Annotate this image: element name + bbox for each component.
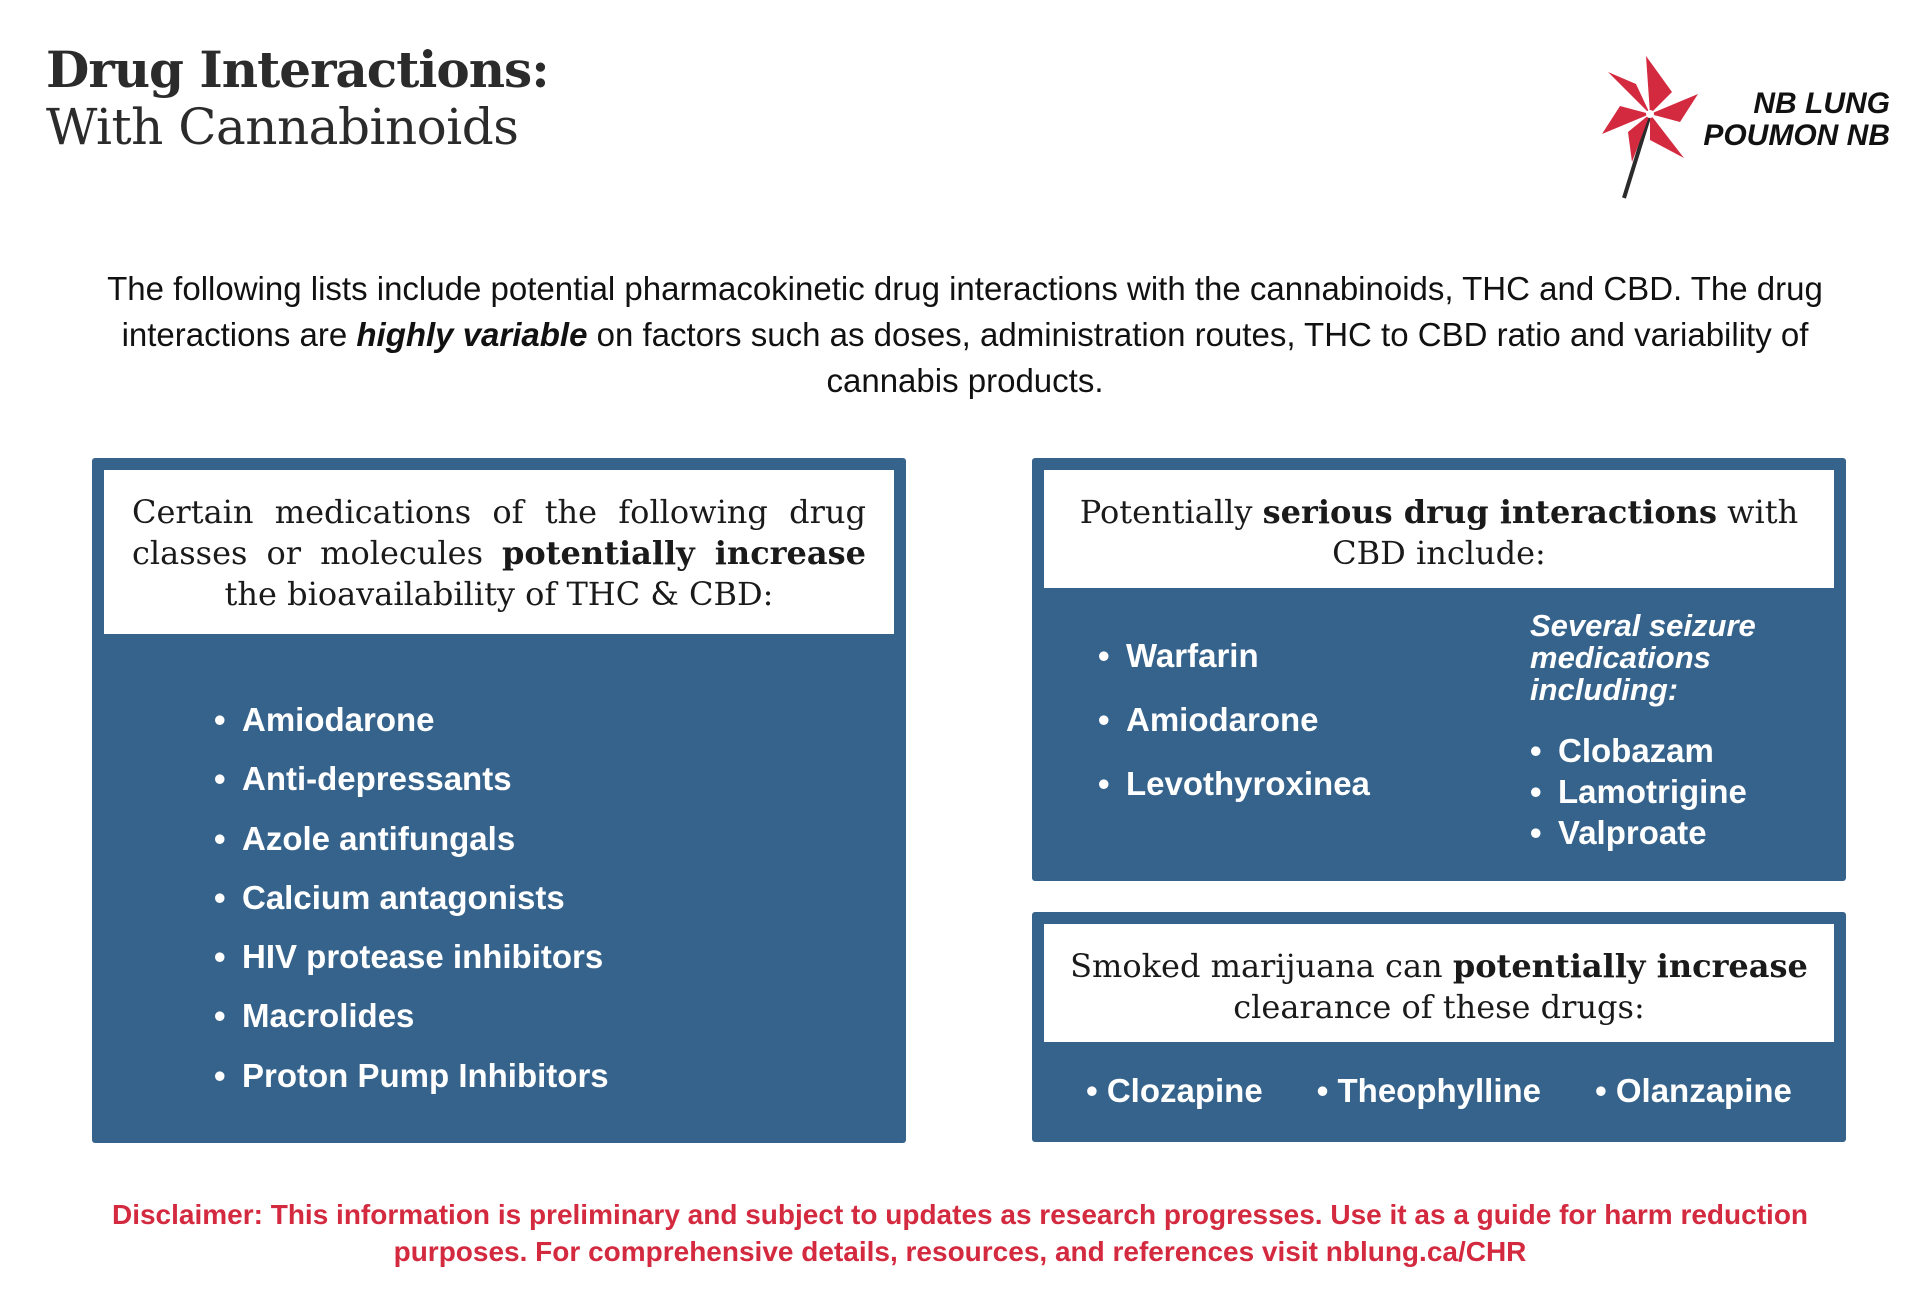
logo-line-2: POUMON NB	[1703, 119, 1890, 152]
heading-bold: potentially increase	[502, 534, 866, 572]
serious-interactions-heading	[1044, 470, 1834, 588]
heading-text: Smoked marijuana can	[1070, 947, 1453, 985]
list-item: • Calcium antagonists	[214, 868, 609, 927]
heading-text: with CBD include:	[1332, 493, 1799, 572]
title-line-1: Drug Interactions:	[46, 40, 549, 99]
logo-line-1: NB LUNG	[1753, 87, 1890, 120]
seizure-heading: Several seizure medications including:	[1530, 608, 1756, 707]
intro-text-1: The following lists include potential pharmacokinetic drug interactions with the cannabinoids, THC and CBD. The drug interactions are	[107, 270, 1823, 353]
seizure-list	[1530, 730, 1747, 853]
heading-bold: serious drug interactions	[1262, 493, 1717, 531]
serious-interactions-panel	[1032, 458, 1846, 881]
logo-text	[1692, 88, 1890, 152]
list-item: • Macrolides	[214, 986, 609, 1045]
list-item: • Valproate	[1530, 812, 1747, 853]
heading-text: Potentially	[1079, 493, 1263, 531]
bioavailability-panel	[92, 458, 906, 1143]
heading-text: the bioavailability of THC & CBD:	[224, 575, 774, 613]
intro-text-2: on factors such as doses, administration routes, THC to CBD ratio and variability of cannabis products.	[587, 316, 1809, 399]
list-item: • Levothyroxinea	[1098, 752, 1370, 816]
list-item: • Proton Pump Inhibitors	[214, 1046, 609, 1105]
bioavailability-list	[214, 690, 609, 1105]
list-item: • Theophylline	[1317, 1072, 1541, 1110]
list-item: • Clozapine	[1086, 1072, 1263, 1110]
list-item: • Amiodarone	[214, 690, 609, 749]
clearance-heading	[1044, 924, 1834, 1042]
list-item: • Warfarin	[1098, 624, 1370, 688]
clearance-list	[1032, 1072, 1846, 1110]
heading-bold: potentially increase	[1452, 947, 1808, 985]
list-item: • Lamotrigine	[1530, 771, 1747, 812]
list-item: • HIV protease inhibitors	[214, 927, 609, 986]
bioavailability-heading	[104, 470, 894, 634]
clearance-panel	[1032, 912, 1846, 1142]
list-item: • Clobazam	[1530, 730, 1747, 771]
serious-interactions-list	[1098, 624, 1370, 816]
list-item: • Anti-depressants	[214, 749, 609, 808]
list-item: • Amiodarone	[1098, 688, 1370, 752]
intro-paragraph	[60, 266, 1870, 404]
heading-text: Certain medications of the following drug classes or molecules	[132, 493, 866, 572]
list-item: • Olanzapine	[1595, 1072, 1792, 1110]
disclaimer: Disclaimer: This information is preliminary and subject to updates as research progresses. Use it as a guide for harm reduction purposes. For comprehensive details, resources, and references visit nblung.ca/CHR	[111, 1199, 1809, 1267]
intro-emphasis: highly variable	[356, 316, 588, 353]
title-line-2: With Cannabinoids	[46, 98, 519, 156]
list-item: • Azole antifungals	[214, 809, 609, 868]
heading-text: clearance of these drugs:	[1233, 988, 1645, 1026]
